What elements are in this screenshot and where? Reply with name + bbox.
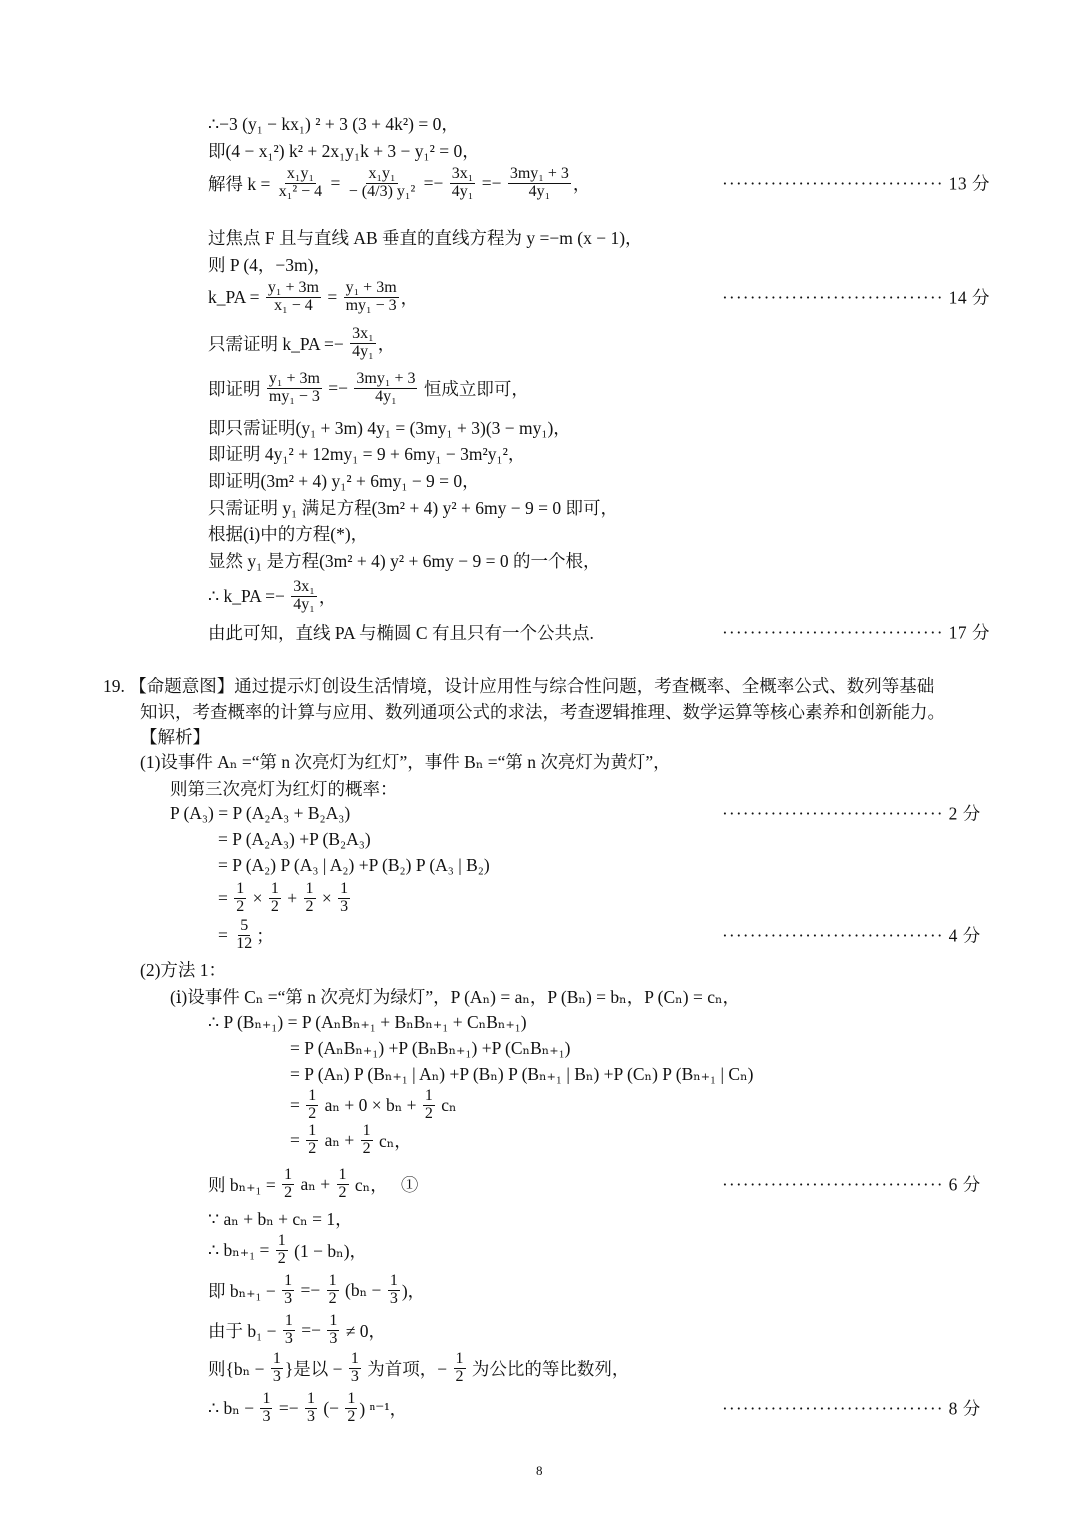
fraction [337, 1167, 349, 1202]
fraction [282, 1167, 294, 1202]
fraction [423, 1088, 435, 1123]
text-segment: = [218, 887, 233, 908]
dot-leader: ································ [722, 1398, 944, 1419]
fraction [283, 1313, 295, 1348]
fraction-denominator: 2 [308, 1139, 317, 1157]
fraction [508, 166, 571, 201]
text-line [290, 1120, 412, 1160]
fraction-denominator: 2 [455, 1367, 464, 1385]
fraction [327, 1273, 339, 1308]
fraction-numerator: y₁ + 3m [345, 278, 397, 296]
text-segment: 为首项，− [362, 1358, 452, 1379]
text-segment: 即证明 4y₁² + 12my₁ = 9 + 6my₁ − 3m²y₁²， [208, 443, 526, 464]
text-line [208, 368, 529, 408]
text-segment: 由于 b₁ − [208, 1320, 281, 1341]
fraction-denominator: 3 [262, 1407, 271, 1425]
fraction-denominator: 3 [284, 1329, 293, 1347]
fraction [354, 371, 417, 406]
fraction-numerator: 1 [362, 1121, 371, 1139]
fraction-denominator: 2 [424, 1104, 433, 1122]
fraction-numerator: 1 [455, 1349, 464, 1367]
text-segment: =− [274, 1397, 303, 1418]
text-segment: 即(4 − x₁²) k² + 2x₁y₁k + 3 − y₁² = 0， [208, 140, 480, 161]
text-segment: cₙ [436, 1094, 457, 1115]
text-segment: 即只需证明(y₁ + 3m) 4y₁ = (3my₁ + 3)(3 − my₁)， [208, 417, 571, 438]
text-segment: (bₙ − [340, 1279, 386, 1300]
text-segment: ∴−3 (y₁ − kx₁) ² + 3 (3 + 4k²) = 0， [208, 113, 459, 134]
text-segment: ∴ bₙ − [208, 1397, 259, 1418]
text-segment: (2)方法 1： [140, 959, 227, 980]
text-segment: ， [377, 333, 396, 354]
score-marker [722, 1396, 981, 1421]
fraction [450, 166, 476, 201]
fraction [291, 579, 317, 614]
text-segment: = [322, 286, 342, 307]
text-segment: ∵ aₙ + bₙ + cₙ = 1， [208, 1208, 353, 1229]
text-segment: k_PA = [208, 286, 264, 307]
fraction-denominator: 2 [284, 1183, 293, 1201]
score-marker [722, 171, 990, 196]
fraction [306, 1088, 318, 1123]
text-segment: =− [296, 1279, 325, 1300]
fraction-numerator: 3x₁ [293, 577, 315, 595]
dot-leader: ································ [722, 622, 944, 643]
text-segment: 根据(ⅰ)中的方程(*)， [208, 523, 369, 544]
text-segment: ， [572, 173, 591, 194]
dot-leader: ································ [722, 1174, 944, 1195]
fraction-numerator: 5 [240, 916, 249, 934]
text-segment: 显然 y₁ 是方程(3m² + 4) y² + 6my − 9 = 0 的一个根， [208, 550, 601, 571]
fraction-denominator: 4y₁ [451, 182, 474, 200]
text-line [208, 612, 594, 652]
text-line [208, 576, 336, 616]
fraction-denominator: 3 [306, 1407, 315, 1425]
fraction [266, 280, 321, 315]
text-line [208, 277, 418, 317]
text-segment: =− [477, 172, 506, 193]
fraction-numerator: 1 [308, 1121, 317, 1139]
fraction-denominator: 4y₁ [375, 387, 397, 405]
score-points: 13 分 [948, 173, 990, 194]
text-segment: 为公比的等比数列， [467, 1358, 630, 1379]
fraction [361, 1123, 373, 1158]
text-line [208, 1348, 629, 1388]
fraction-denominator: − (4/3) y₁² [348, 182, 416, 200]
fraction [327, 1313, 339, 1348]
fraction-numerator: 1 [306, 1389, 315, 1407]
score-marker [722, 801, 981, 826]
text-segment: 则 P (4，−3m)， [208, 254, 331, 275]
fraction [338, 881, 350, 916]
text-segment: cₙ， ① [350, 1174, 419, 1195]
fraction-numerator: 1 [262, 1389, 271, 1407]
fraction-denominator: 4y₁ [293, 595, 315, 613]
text-line [208, 323, 395, 363]
fraction-denominator: 2 [236, 897, 245, 915]
fraction [347, 166, 418, 201]
score-points: 2 分 [948, 803, 981, 824]
fraction [282, 1273, 294, 1308]
score-marker [722, 285, 990, 310]
fraction-numerator: 1 [284, 1165, 293, 1183]
fraction [350, 326, 376, 361]
text-segment: }是以 − [284, 1358, 347, 1379]
score-points: 6 分 [948, 1174, 981, 1195]
fraction-denominator: 2 [328, 1289, 337, 1307]
page-number: 8 [536, 1463, 543, 1478]
text-segment: 即 bₙ₊₁ − [208, 1280, 281, 1301]
fraction-denominator: 2 [362, 1139, 371, 1157]
fraction [388, 1273, 400, 1308]
fraction-numerator: 1 [350, 1349, 359, 1367]
text-segment: = P (A₂A₃) +P (B₂A₃) [218, 828, 371, 849]
text-segment: ∴ k_PA =− [208, 585, 290, 606]
fraction-numerator: 1 [305, 879, 314, 897]
text-segment: (− [318, 1397, 344, 1418]
text-segment: 由此可知，直线 PA 与椭圆 C 有且只有一个公共点. [208, 622, 594, 643]
score-marker [722, 923, 981, 948]
fraction-numerator: 3x₁ [352, 324, 374, 342]
fraction-numerator: 1 [308, 1086, 317, 1104]
text-line [218, 915, 274, 955]
fraction-numerator: 3x₁ [451, 164, 474, 182]
text-segment: aₙ + 0 × bₙ + [320, 1094, 421, 1115]
fraction-denominator: 3 [350, 1367, 359, 1385]
fraction [267, 371, 322, 406]
text-segment: 19. 【命题意图】通过提示灯创设生活情境，设计应用性与综合性问题，考查概率、全概率公式、数列等基础 [103, 675, 935, 696]
text-line [140, 691, 945, 731]
text-segment: ， [318, 586, 337, 607]
text-segment: = [290, 1094, 305, 1115]
fraction [276, 1233, 288, 1268]
score-points: 14 分 [948, 287, 990, 308]
text-segment: = P (A₂) P (A₃ | A₂) +P (B₂) P (A₃ | B₂) [218, 854, 490, 875]
fraction-numerator: 1 [424, 1086, 433, 1104]
text-line [208, 1388, 407, 1428]
fraction-numerator: 1 [338, 1165, 347, 1183]
fraction [344, 280, 399, 315]
fraction-numerator: 1 [236, 879, 245, 897]
fraction-denominator: 2 [270, 897, 279, 915]
fraction [277, 166, 324, 201]
text-segment: =− [323, 377, 353, 398]
text-segment: ≠ 0， [341, 1320, 386, 1341]
text-segment: = [326, 172, 345, 193]
text-segment: (1 − bₙ)， [289, 1240, 368, 1261]
text-segment: 解得 k = [208, 173, 275, 194]
fraction-numerator: x₁y₁ [368, 164, 396, 182]
text-segment: ， [400, 287, 419, 308]
fraction-denominator: 2 [305, 897, 314, 915]
fraction-numerator: 3my₁ + 3 [509, 164, 569, 182]
text-segment: ∴ P (Bₙ₊₁) = P (AₙBₙ₊₁ + BₙBₙ₊₁ + CₙBₙ₊₁) [208, 1011, 527, 1032]
fraction-numerator: 1 [284, 1271, 293, 1289]
text-line [208, 540, 600, 580]
text-segment: 恒成立即可， [419, 378, 529, 399]
text-segment: 则 bₙ₊₁ = [208, 1174, 281, 1195]
fraction-denominator: x₁² − 4 [278, 182, 323, 200]
score-marker [722, 1172, 981, 1197]
dot-leader: ································ [722, 925, 944, 946]
fraction [345, 1391, 357, 1426]
text-line [208, 1230, 367, 1270]
score-marker [722, 620, 990, 645]
score-points: 4 分 [948, 925, 981, 946]
fraction-denominator: 3 [340, 897, 349, 915]
dot-leader: ································ [722, 173, 944, 194]
text-segment: aₙ + [320, 1129, 359, 1150]
fraction [234, 881, 246, 916]
text-line [290, 1085, 457, 1125]
text-segment: 知识，考查概率的计算与应用、数列通项公式的求法，考查逻辑推理、数学运算等核心素养和创新能力。 [140, 701, 945, 722]
text-segment: = [290, 1129, 305, 1150]
text-segment: = P (Aₙ) P (Bₙ₊₁ | Aₙ) +P (Bₙ) P (Bₙ₊₁ | Bₙ) +P (Cₙ) P (Bₙ₊₁ | Cₙ) [290, 1063, 754, 1084]
text-line [218, 878, 352, 918]
text-line [208, 163, 590, 203]
fraction-numerator: 1 [329, 1311, 338, 1329]
fraction-numerator: 1 [328, 1271, 337, 1289]
fraction [305, 1391, 317, 1426]
fraction-numerator: 1 [340, 879, 349, 897]
fraction-numerator: y₁ + 3m [268, 369, 320, 387]
fraction-denominator: 3 [389, 1289, 398, 1307]
text-segment: (1)设事件 Aₙ =“第 n 次亮灯为红灯”，事件 Bₙ =“第 n 次亮灯为黄灯”， [140, 751, 671, 772]
fraction-numerator: 1 [270, 879, 279, 897]
fraction-denominator: 12 [236, 934, 253, 952]
fraction-denominator: 2 [308, 1104, 317, 1122]
fraction [306, 1123, 318, 1158]
text-segment: × [317, 887, 337, 908]
text-segment: ) ⁿ⁻¹， [359, 1398, 408, 1419]
fraction-denominator: my₁ − 3 [268, 387, 320, 405]
text-segment: aₙ + [296, 1173, 335, 1194]
fraction-numerator: 1 [347, 1389, 356, 1407]
fraction-numerator: 1 [277, 1231, 286, 1249]
text-line [208, 1310, 386, 1350]
fraction-denominator: 3 [284, 1289, 293, 1307]
fraction-denominator: 2 [347, 1407, 356, 1425]
text-segment: ； [256, 925, 274, 946]
fraction-denominator: 2 [277, 1249, 286, 1267]
text-segment: ∴ bₙ₊₁ = [208, 1239, 274, 1260]
fraction-numerator: 3my₁ + 3 [356, 369, 416, 387]
fraction [349, 1351, 361, 1386]
text-segment: 只需证明 y₁ 满足方程(3m² + 4) y² + 6my − 9 = 0 即可， [208, 497, 618, 518]
fraction-denominator: 4y₁ [528, 182, 551, 200]
fraction-denominator: 3 [329, 1329, 338, 1347]
fraction [454, 1351, 466, 1386]
fraction [234, 918, 254, 953]
text-segment: cₙ， [374, 1130, 412, 1151]
fraction-denominator: 4y₁ [352, 342, 374, 360]
dot-leader: ································ [722, 287, 944, 308]
score-points: 17 分 [948, 622, 990, 643]
fraction-denominator: 3 [272, 1367, 281, 1385]
text-line [208, 1270, 425, 1310]
text-segment: × [248, 887, 267, 908]
fraction-denominator: x₁ − 4 [274, 296, 313, 314]
text-segment: P (A₃) = P (A₂A₃ + B₂A₃) [170, 802, 351, 823]
text-segment: =− [296, 1319, 326, 1340]
text-segment: 【解析】 [140, 726, 210, 747]
text-segment: 则{bₙ − [208, 1358, 269, 1379]
fraction [304, 881, 316, 916]
text-segment: 则第三次亮灯为红灯的概率： [170, 778, 398, 799]
fraction [269, 881, 281, 916]
fraction [271, 1351, 283, 1386]
text-segment: =− [419, 172, 448, 193]
text-segment: + [282, 887, 302, 908]
text-segment: (ⅰ)设事件 Cₙ =“第 n 次亮灯为绿灯”，P (Aₙ) = aₙ，P (Bₙ) = bₙ，P (Cₙ) = cₙ， [170, 986, 741, 1007]
fraction-numerator: 1 [284, 1311, 293, 1329]
text-segment: 过焦点 F 且与直线 AB 垂直的直线方程为 y =−m (x − 1)， [208, 227, 643, 248]
text-segment: = P (AₙBₙ₊₁) +P (BₙBₙ₊₁) +P (CₙBₙ₊₁) [290, 1037, 571, 1058]
text-segment: )， [401, 1280, 426, 1301]
text-segment: = [218, 924, 233, 945]
fraction-denominator: 2 [338, 1183, 347, 1201]
fraction [260, 1391, 272, 1426]
text-segment: 只需证明 k_PA =− [208, 333, 349, 354]
fraction-numerator: 1 [389, 1271, 398, 1289]
score-points: 8 分 [948, 1398, 981, 1419]
text-segment: 即证明(3m² + 4) y₁² + 6my₁ − 9 = 0， [208, 470, 480, 491]
fraction-numerator: x₁y₁ [286, 164, 315, 182]
text-segment: 即证明 [208, 378, 265, 399]
fraction-numerator: y₁ + 3m [267, 278, 319, 296]
dot-leader: ································ [722, 803, 944, 824]
fraction-numerator: 1 [272, 1349, 281, 1367]
fraction-denominator: my₁ − 3 [345, 296, 397, 314]
